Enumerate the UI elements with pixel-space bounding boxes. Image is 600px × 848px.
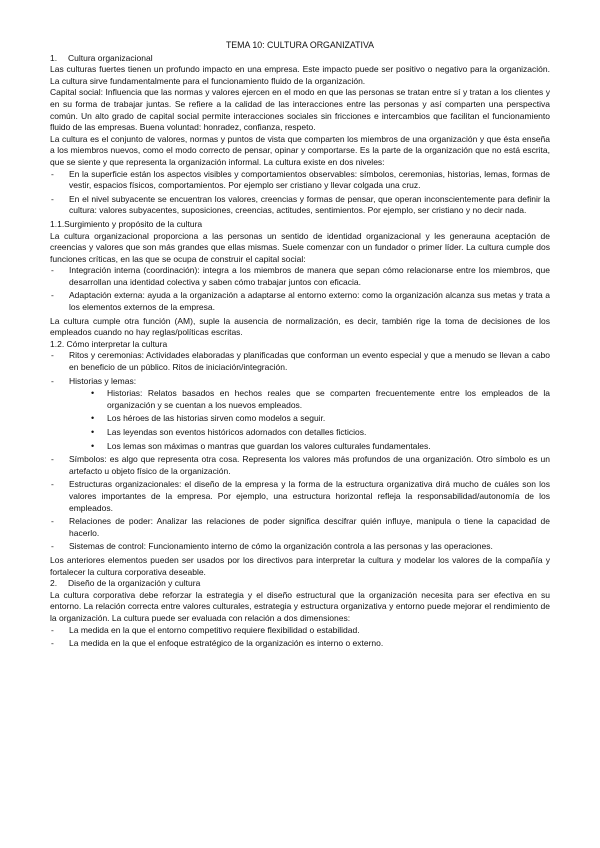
list-item: - Relaciones de poder: Analizar las relaciones de poder significa descifrar quién influye, manipula o tiene la capacidad de hacerlo. — [50, 516, 550, 539]
paragraph-social-capital: Capital social: Influencia que las normas y valores ejercen en el modo en que las personas se tratan entre sí y tratan a los clientes y en su forma de trabajar juntas. Se refiere a la calidad de las interacciones entre las personas y así comparten una perspectiva común. Un alto grado de capital social permite interacciones sociales sin fricciones e intercambios que facilitan el funcionamiento fluido de las empresas. Buena voluntad: honradez, confianza, respeto. — [50, 87, 550, 133]
list-item: - Integración interna (coordinación): integra a los miembros de manera que sepan cómo relacionarse entre los miembros, que desarrollan una identidad colectiva y saben cómo trabajar juntos con eficacia. — [50, 265, 550, 288]
stories-sublist — [69, 388, 550, 452]
section-2-number: 2. — [50, 578, 58, 589]
section-2-heading — [50, 578, 550, 590]
list-item: - En el nivel subyacente se encuentran los valores, creencias y formas de pensar, que operan inconscientemente para definir la cultura: valores subyacentes, suposiciones, creencias, actitudes, sentimientos. Por ejemplo, ser cristiano y no decir nada. — [50, 194, 550, 217]
list-item: - Símbolos: es algo que representa otra cosa. Representa los valores más profundos de una organización. Otro símbolo es un artefacto u objeto físico de la organización. — [50, 454, 550, 477]
sublist-item: • Historias: Relatos basados en hechos reales que se comparten frecuentemente entre los empleados de la organización y se cuentan a los nuevos empleados. — [69, 388, 550, 411]
interpretation-list — [50, 350, 550, 553]
culture-functions-list — [50, 265, 550, 313]
section-1-2-heading: 1.2. Cómo interpretar la cultura — [50, 338, 168, 349]
list-item: - La medida en la que el enfoque estratégico de la organización es interno o externo. — [50, 638, 550, 650]
dimensions-list — [50, 625, 550, 650]
list-item: - Adaptación externa: ayuda a la organización a adaptarse al entorno externo: como la organización alcanza sus metas y trata a los elementos externos de la empresa. — [50, 290, 550, 313]
paragraph-identity: La cultura organizacional proporciona a las personas un sentido de identidad organizacional y les generauna aceptación de creencias y valores que son más grandes que ellas mismas. Suele comenzar con un fundador o primer líder. La cultura cumple dos funciones críticas, en las que se ocupa de construir el capital social: — [50, 230, 550, 264]
section-1-heading — [50, 53, 550, 65]
paragraph-corporate-culture: La cultura corporativa debe reforzar la estrategia y el diseño estructural que la organización necesita para ser efectiva en su entorno. La relación correcta entre valores culturales, estrategia y estructura organizativa y entorno puede mejorar el rendimiento de la organización. La cultura puede ser evaluada con relación a dos dimensiones: — [50, 589, 550, 623]
list-item: - Ritos y ceremonias: Actividades elaboradas y planificadas que conforman un evento especial y que a menudo se llevan a cabo en beneficio de un público. Ritos de iniciación/integración. — [50, 350, 550, 373]
document-title: TEMA 10: CULTURA ORGANIZATIVA — [225, 40, 375, 50]
section-2-heading-text: Diseño de la organización y cultura — [68, 578, 201, 589]
list-item: - En la superficie están los aspectos visibles y comportamientos observables: símbolos, ceremonias, historias, lemas, formas de vestir, espacios físicos, comportamientos. Por ejemplo ser cristiano y llevar colgada una cruz. — [50, 169, 550, 192]
paragraph-another-function: La cultura cumple otra función (AM), suple la ausencia de normalización, es decir, también rige la toma de decisiones de los empleados cuando no hay reglas/políticas escritas. — [50, 315, 550, 338]
list-item: - La medida en la que el entorno competitivo requiere flexibilidad o estabilidad. — [50, 625, 550, 637]
paragraph-culture-definition: La cultura es el conjunto de valores, normas y puntos de vista que comparten los miembros de una organización y que ésta enseña a los miembros nuevos, como el modo correcto de pensar, opinar y comportarse. Es la parte de la organización que no está escrita, que se siente y que representa la organización informal. La cultura existe en dos niveles: — [50, 133, 550, 167]
sublist-item: • Las leyendas son eventos históricos adornados con detalles ficticios. — [69, 427, 550, 439]
culture-levels-list — [50, 169, 550, 217]
sublist-item: • Los héroes de las historias sirven como modelos a seguir. — [69, 413, 550, 425]
paragraph-elements-summary: Los anteriores elementos pueden ser usados por los directivos para interpretar la cultura y modelar los valores de la compañía y fortalecer la cultura corporativa deseable. — [50, 554, 550, 577]
list-item: - Sistemas de control: Funcionamiento interno de cómo la organización controla a las personas y las operaciones. — [50, 541, 550, 553]
list-item — [50, 376, 550, 453]
list-item: - Estructuras organizacionales: el diseño de la empresa y la forma de la estructura organizativa dirá mucho de cuáles son los valores importantes de la empresa. Por ejemplo, una estructura horizontal refleja la responsabilidad/autonomía de los empleados. — [50, 479, 550, 514]
section-1-number: 1. — [50, 52, 58, 63]
section-1-heading-text: Cultura organizacional — [68, 52, 153, 63]
document-page — [50, 40, 550, 652]
paragraph-strong-cultures: Las culturas fuertes tienen un profundo impacto en una empresa. Este impacto puede ser positivo o negativo para la organización. La cultura sirve fundamentalmente para el funcionamiento fluido de la organización. — [50, 64, 550, 86]
sublist-item: • Los lemas son máximas o mantras que guardan los valores culturales fundamentales. — [69, 441, 550, 453]
list-item-label: Historias y lemas: — [69, 375, 137, 386]
section-1-1-heading: 1.1.Surgimiento y propósito de la cultura — [50, 218, 203, 229]
